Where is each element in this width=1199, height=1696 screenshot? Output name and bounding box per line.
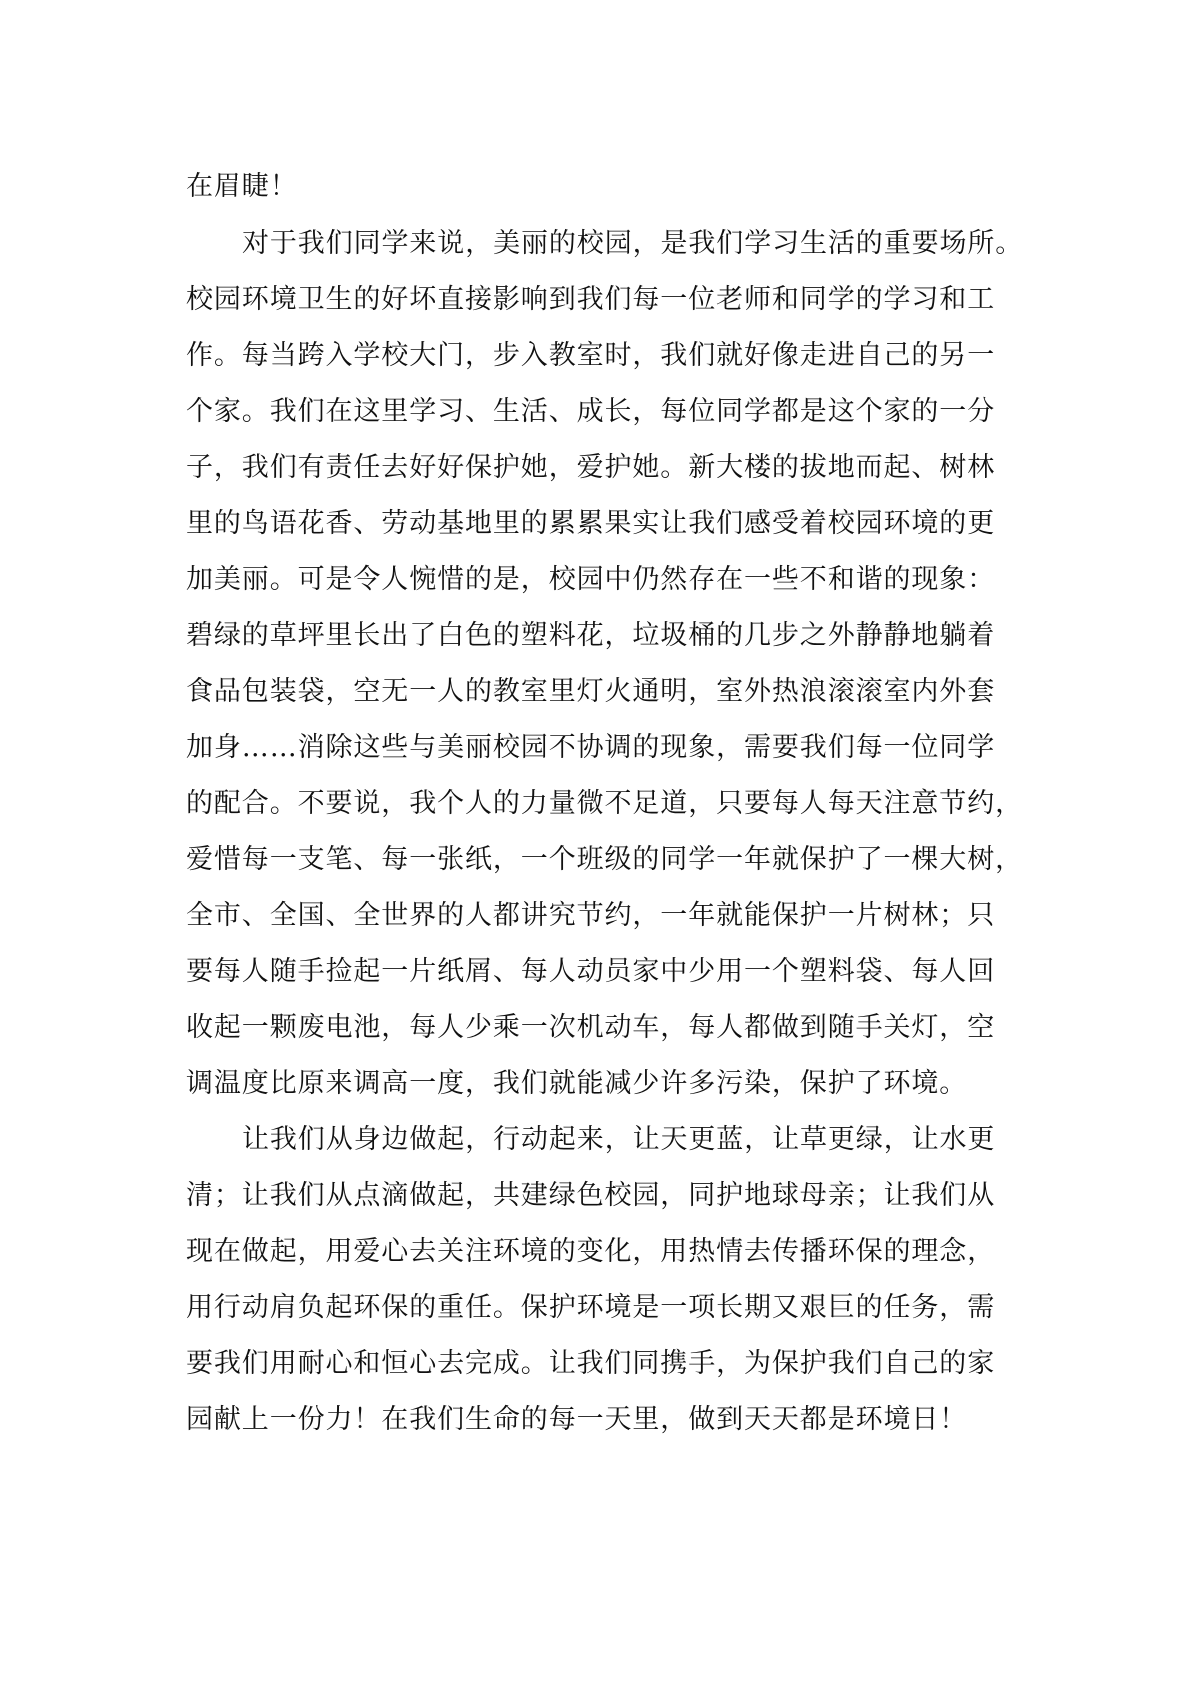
text-line: 现在做起，用爱心去关注环境的变化，用热情去传播环保的理念， bbox=[186, 1236, 996, 1267]
text-line: 要每人随手捡起一片纸屑、每人动员家中少用一个塑料袋、每人回 bbox=[186, 956, 996, 987]
text-line: 子，我们有责任去好好保护她，爱护她。新大楼的拔地而起、树林 bbox=[186, 452, 996, 483]
text-line: 的配合。不要说，我个人的力量微不足道，只要每人每天注意节约， bbox=[186, 788, 1023, 819]
text-line: 里的鸟语花香、劳动基地里的累累果实让我们感受着校园环境的更 bbox=[186, 508, 996, 539]
text-line: 加美丽。可是令人惋惜的是，校园中仍然存在一些不和谐的现象： bbox=[186, 564, 996, 595]
text-line: 校园环境卫生的好坏直接影响到我们每一位老师和同学的学习和工 bbox=[186, 284, 996, 315]
text-line: 清；让我们从点滴做起，共建绿色校园，同护地球母亲；让我们从 bbox=[186, 1180, 996, 1211]
text-line: 食品包装袋，空无一人的教室里灯火通明，室外热浪滚滚室内外套 bbox=[186, 676, 996, 707]
text-line: 调温度比原来调高一度，我们就能减少许多污染，保护了环境。 bbox=[186, 1068, 968, 1099]
text-line: 加身……消除这些与美丽校园不协调的现象，需要我们每一位同学 bbox=[186, 732, 996, 763]
text-line: 在眉睫！ bbox=[186, 171, 298, 202]
paragraph-first-line: 让我们从身边做起，行动起来，让天更蓝，让草更绿，让水更 bbox=[242, 1124, 996, 1155]
text-line: 个家。我们在这里学习、生活、成长，每位同学都是这个家的一分 bbox=[186, 396, 996, 427]
text-line: 作。每当跨入学校大门，步入教室时，我们就好像走进自己的另一 bbox=[186, 340, 996, 371]
text-line: 要我们用耐心和恒心去完成。让我们同携手，为保护我们自己的家 bbox=[186, 1348, 996, 1379]
text-line: 爱惜每一支笔、每一张纸，一个班级的同学一年就保护了一棵大树， bbox=[186, 844, 1023, 875]
text-line: 用行动肩负起环保的重任。保护环境是一项长期又艰巨的任务，需 bbox=[186, 1292, 996, 1323]
text-line: 收起一颗废电池，每人少乘一次机动车，每人都做到随手关灯，空 bbox=[186, 1012, 996, 1043]
text-line: 全市、全国、全世界的人都讲究节约，一年就能保护一片树林；只 bbox=[186, 900, 996, 931]
text-line: 碧绿的草坪里长出了白色的塑料花，垃圾桶的几步之外静静地躺着 bbox=[186, 620, 996, 651]
paragraph-first-line: 对于我们同学来说，美丽的校园，是我们学习生活的重要场所。 bbox=[242, 228, 1024, 259]
text-line: 园献上一份力！在我们生命的每一天里，做到天天都是环境日！ bbox=[186, 1404, 968, 1435]
